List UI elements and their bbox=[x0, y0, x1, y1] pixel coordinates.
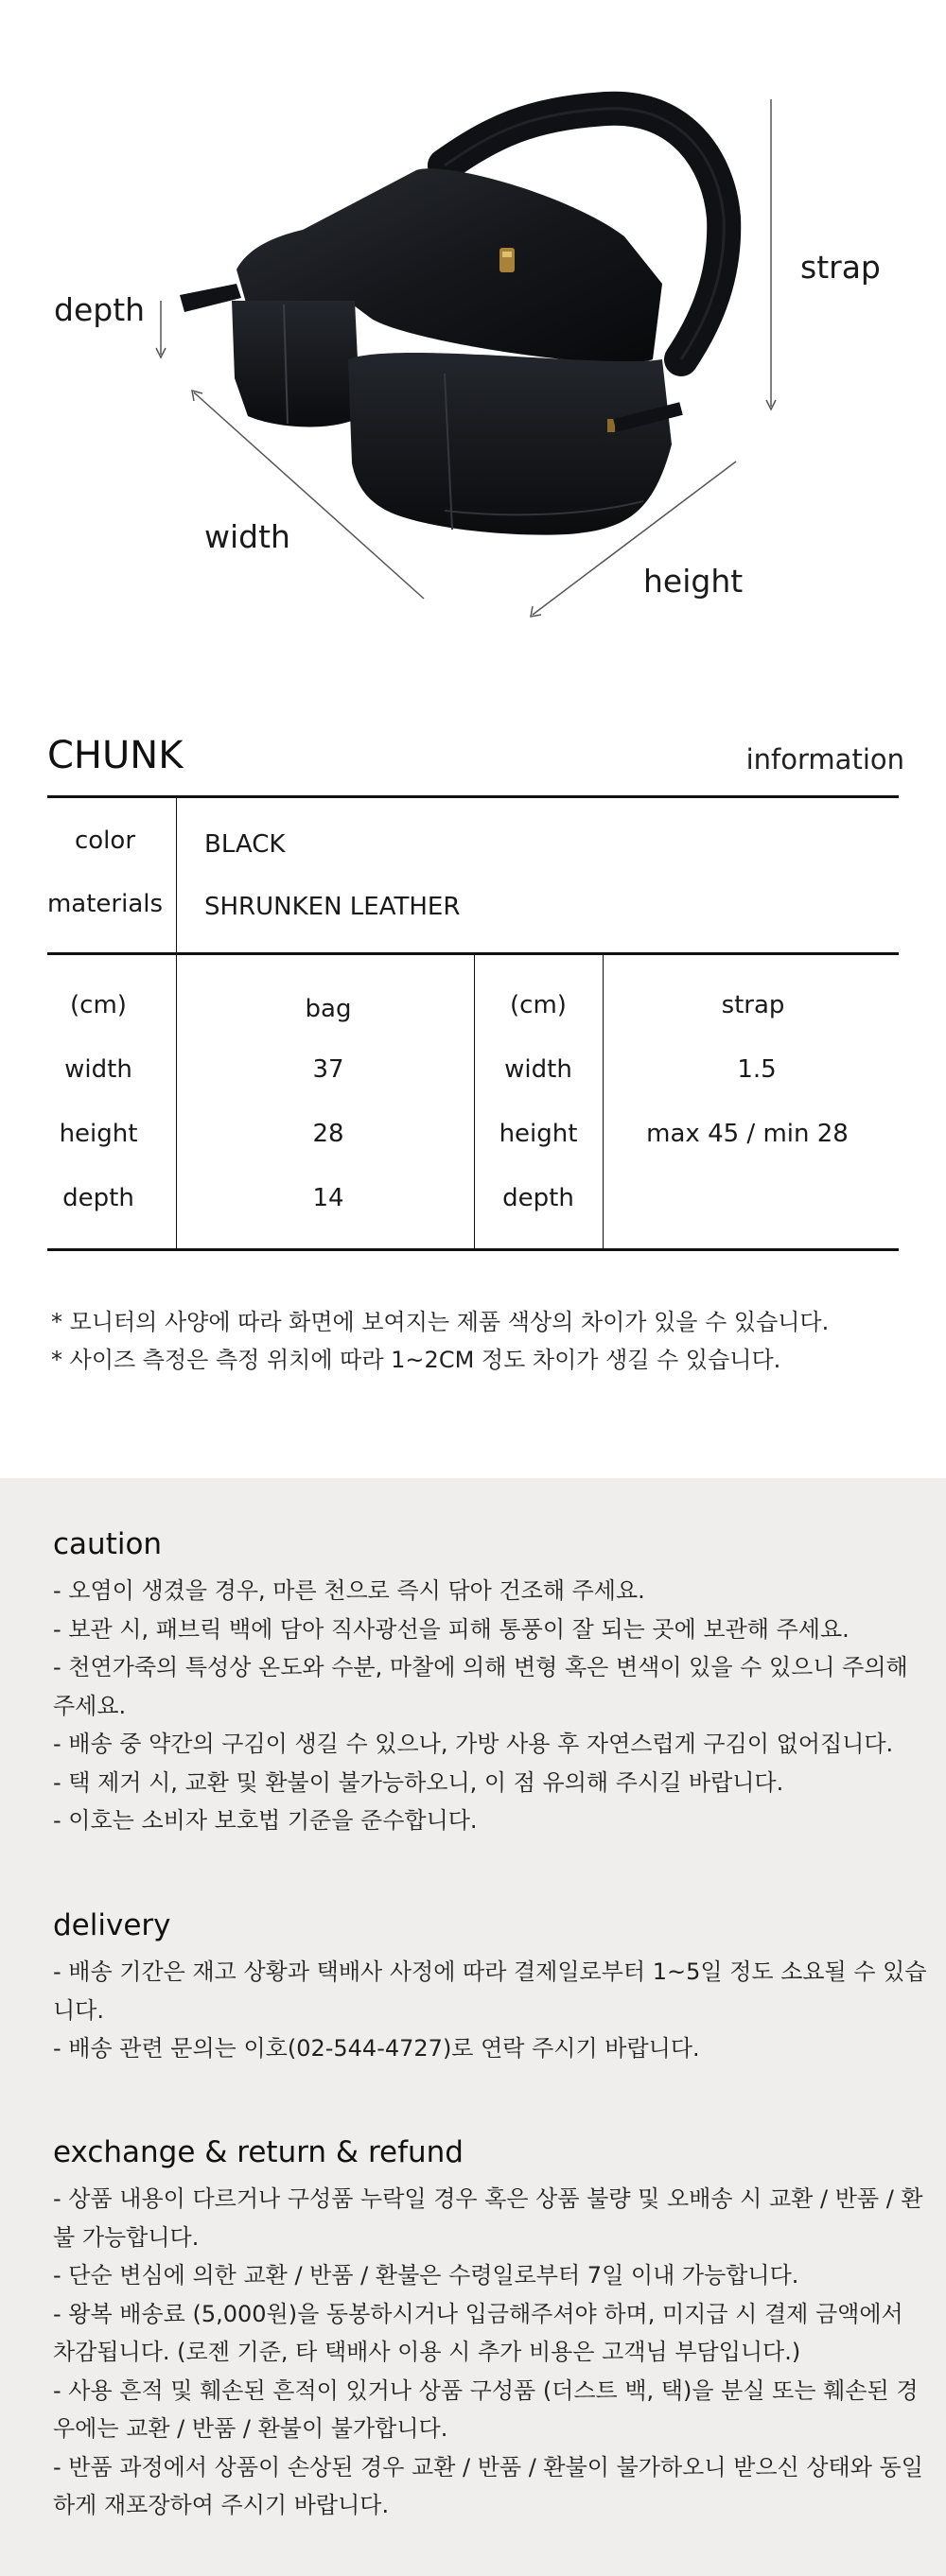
bag-image bbox=[0, 0, 946, 681]
caution-line: - 천연가죽의 특성상 온도와 수분, 마찰에 의해 변형 혹은 변색이 있을 수 있으니 주의해 bbox=[53, 1654, 908, 1680]
product-dimension-illustration bbox=[0, 0, 946, 681]
delivery-line: - 배송 관련 문의는 이호(02-544-4727)로 연락 주시기 바랍니다. bbox=[53, 2035, 700, 2062]
materials-value: SHRUNKEN LEATHER bbox=[204, 893, 461, 921]
exchange-line: 우에는 교환 / 반품 / 환불이 불가합니다. bbox=[53, 2415, 448, 2442]
width-label: width bbox=[204, 518, 290, 555]
table-divider bbox=[176, 798, 177, 953]
strap-arrow bbox=[766, 99, 776, 409]
strap-label: strap bbox=[800, 249, 881, 286]
table-divider bbox=[474, 955, 475, 1249]
caution-text bbox=[53, 1572, 908, 1840]
exchange-text bbox=[53, 2180, 923, 2525]
exchange-line: 차감됩니다. (로젠 기준, 타 택배사 이용 시 추가 비용은 고객님 부담입니다.) bbox=[53, 2339, 801, 2365]
delivery-text bbox=[53, 1953, 927, 2068]
table-top-rule bbox=[47, 795, 899, 798]
caution-line: - 택 제거 시, 교환 및 환불이 불가능하오니, 이 점 유의해 주시길 바랍니다. bbox=[53, 1768, 784, 1796]
caution-line: 주세요. bbox=[53, 1692, 127, 1719]
size-unit-label: (cm) bbox=[70, 991, 127, 1019]
table-divider bbox=[603, 955, 604, 1249]
size-row-label: width bbox=[504, 1055, 572, 1084]
strap-width-value: 1.5 bbox=[737, 1055, 777, 1084]
color-disclaimer-note: * 모니터의 사양에 따라 화면에 보여지는 제품 색상의 차이가 있을 수 있습니다. bbox=[51, 1309, 830, 1335]
information-heading: information bbox=[745, 743, 904, 775]
size-row-label: width bbox=[64, 1055, 132, 1084]
exchange-line: - 왕복 배송료 (5,000원)을 동봉하시거나 입금해주셔야 하며, 미지급 시 결제 금액에서 bbox=[53, 2300, 903, 2327]
exchange-line: - 반품 과정에서 상품이 손상된 경우 교환 / 반품 / 환불이 불가하오니 받으신 상태와 동일 bbox=[53, 2453, 923, 2480]
product-name: CHUNK bbox=[47, 734, 184, 777]
caution-line: - 보관 시, 패브릭 백에 담아 직사광선을 피해 통풍이 잘 되는 곳에 보관해 주세요. bbox=[53, 1615, 850, 1643]
bag-width-value: 37 bbox=[312, 1055, 344, 1084]
depth-arrow bbox=[156, 301, 166, 357]
caution-line: - 오염이 생겼을 경우, 마른 천으로 즉시 닦아 건조해 주세요. bbox=[53, 1577, 645, 1604]
delivery-line: - 배송 기간은 재고 상황과 택배사 사정에 따라 결제일로부터 1~5일 정도 소요될 수 있습 bbox=[53, 1958, 927, 1985]
bag-height-value: 28 bbox=[312, 1120, 344, 1148]
table-bottom-rule bbox=[47, 1248, 899, 1251]
caution-heading: caution bbox=[53, 1527, 163, 1561]
bag-column-header: bag bbox=[305, 995, 352, 1023]
exchange-line: - 단순 변심에 의한 교환 / 반품 / 환불은 수령일로부터 7일 이내 가능합니다. bbox=[53, 2262, 799, 2289]
exchange-heading: exchange & return & refund bbox=[53, 2135, 464, 2169]
size-row-label: height bbox=[499, 1120, 578, 1148]
size-unit-label: (cm) bbox=[510, 991, 567, 1019]
caution-line: - 배송 중 약간의 구김이 생길 수 있으나, 가방 사용 후 자연스럽게 구김이 없어집니다. bbox=[53, 1731, 894, 1757]
color-label: color bbox=[74, 827, 136, 855]
color-value: BLACK bbox=[204, 830, 286, 859]
size-row-label: depth bbox=[502, 1184, 574, 1212]
strap-column-header: strap bbox=[721, 991, 785, 1019]
table-middle-rule bbox=[47, 952, 899, 955]
exchange-line: - 상품 내용이 다르거나 구성품 누락일 경우 혹은 상품 불량 및 오배송 시 교환 / 반품 / 환 bbox=[53, 2185, 923, 2212]
size-row-label: depth bbox=[62, 1184, 134, 1212]
delivery-line: 니다. bbox=[53, 1996, 104, 2024]
height-label: height bbox=[643, 563, 744, 600]
delivery-heading: delivery bbox=[53, 1908, 171, 1942]
caution-line: - 이호는 소비자 보호법 기준을 준수합니다. bbox=[53, 1807, 478, 1834]
materials-label: materials bbox=[46, 890, 164, 918]
exchange-line: 하게 재포장하여 주시기 바랍니다. bbox=[53, 2492, 390, 2518]
size-row-label: height bbox=[59, 1120, 138, 1148]
exchange-line: 불 가능합니다. bbox=[53, 2223, 200, 2251]
info-panel bbox=[0, 1478, 946, 2576]
strap-height-value: max 45 / min 28 bbox=[646, 1120, 849, 1148]
table-divider bbox=[176, 955, 177, 1249]
bag-depth-value: 14 bbox=[312, 1184, 344, 1212]
exchange-line: - 사용 흔적 및 훼손된 흔적이 있거나 상품 구성품 (더스트 백, 택)을 분실 또는 훼손된 경 bbox=[53, 2376, 919, 2404]
depth-label: depth bbox=[54, 291, 146, 328]
size-disclaimer-note: * 사이즈 측정은 측정 위치에 따라 1~2CM 정도 차이가 생길 수 있습니다. bbox=[51, 1347, 781, 1373]
